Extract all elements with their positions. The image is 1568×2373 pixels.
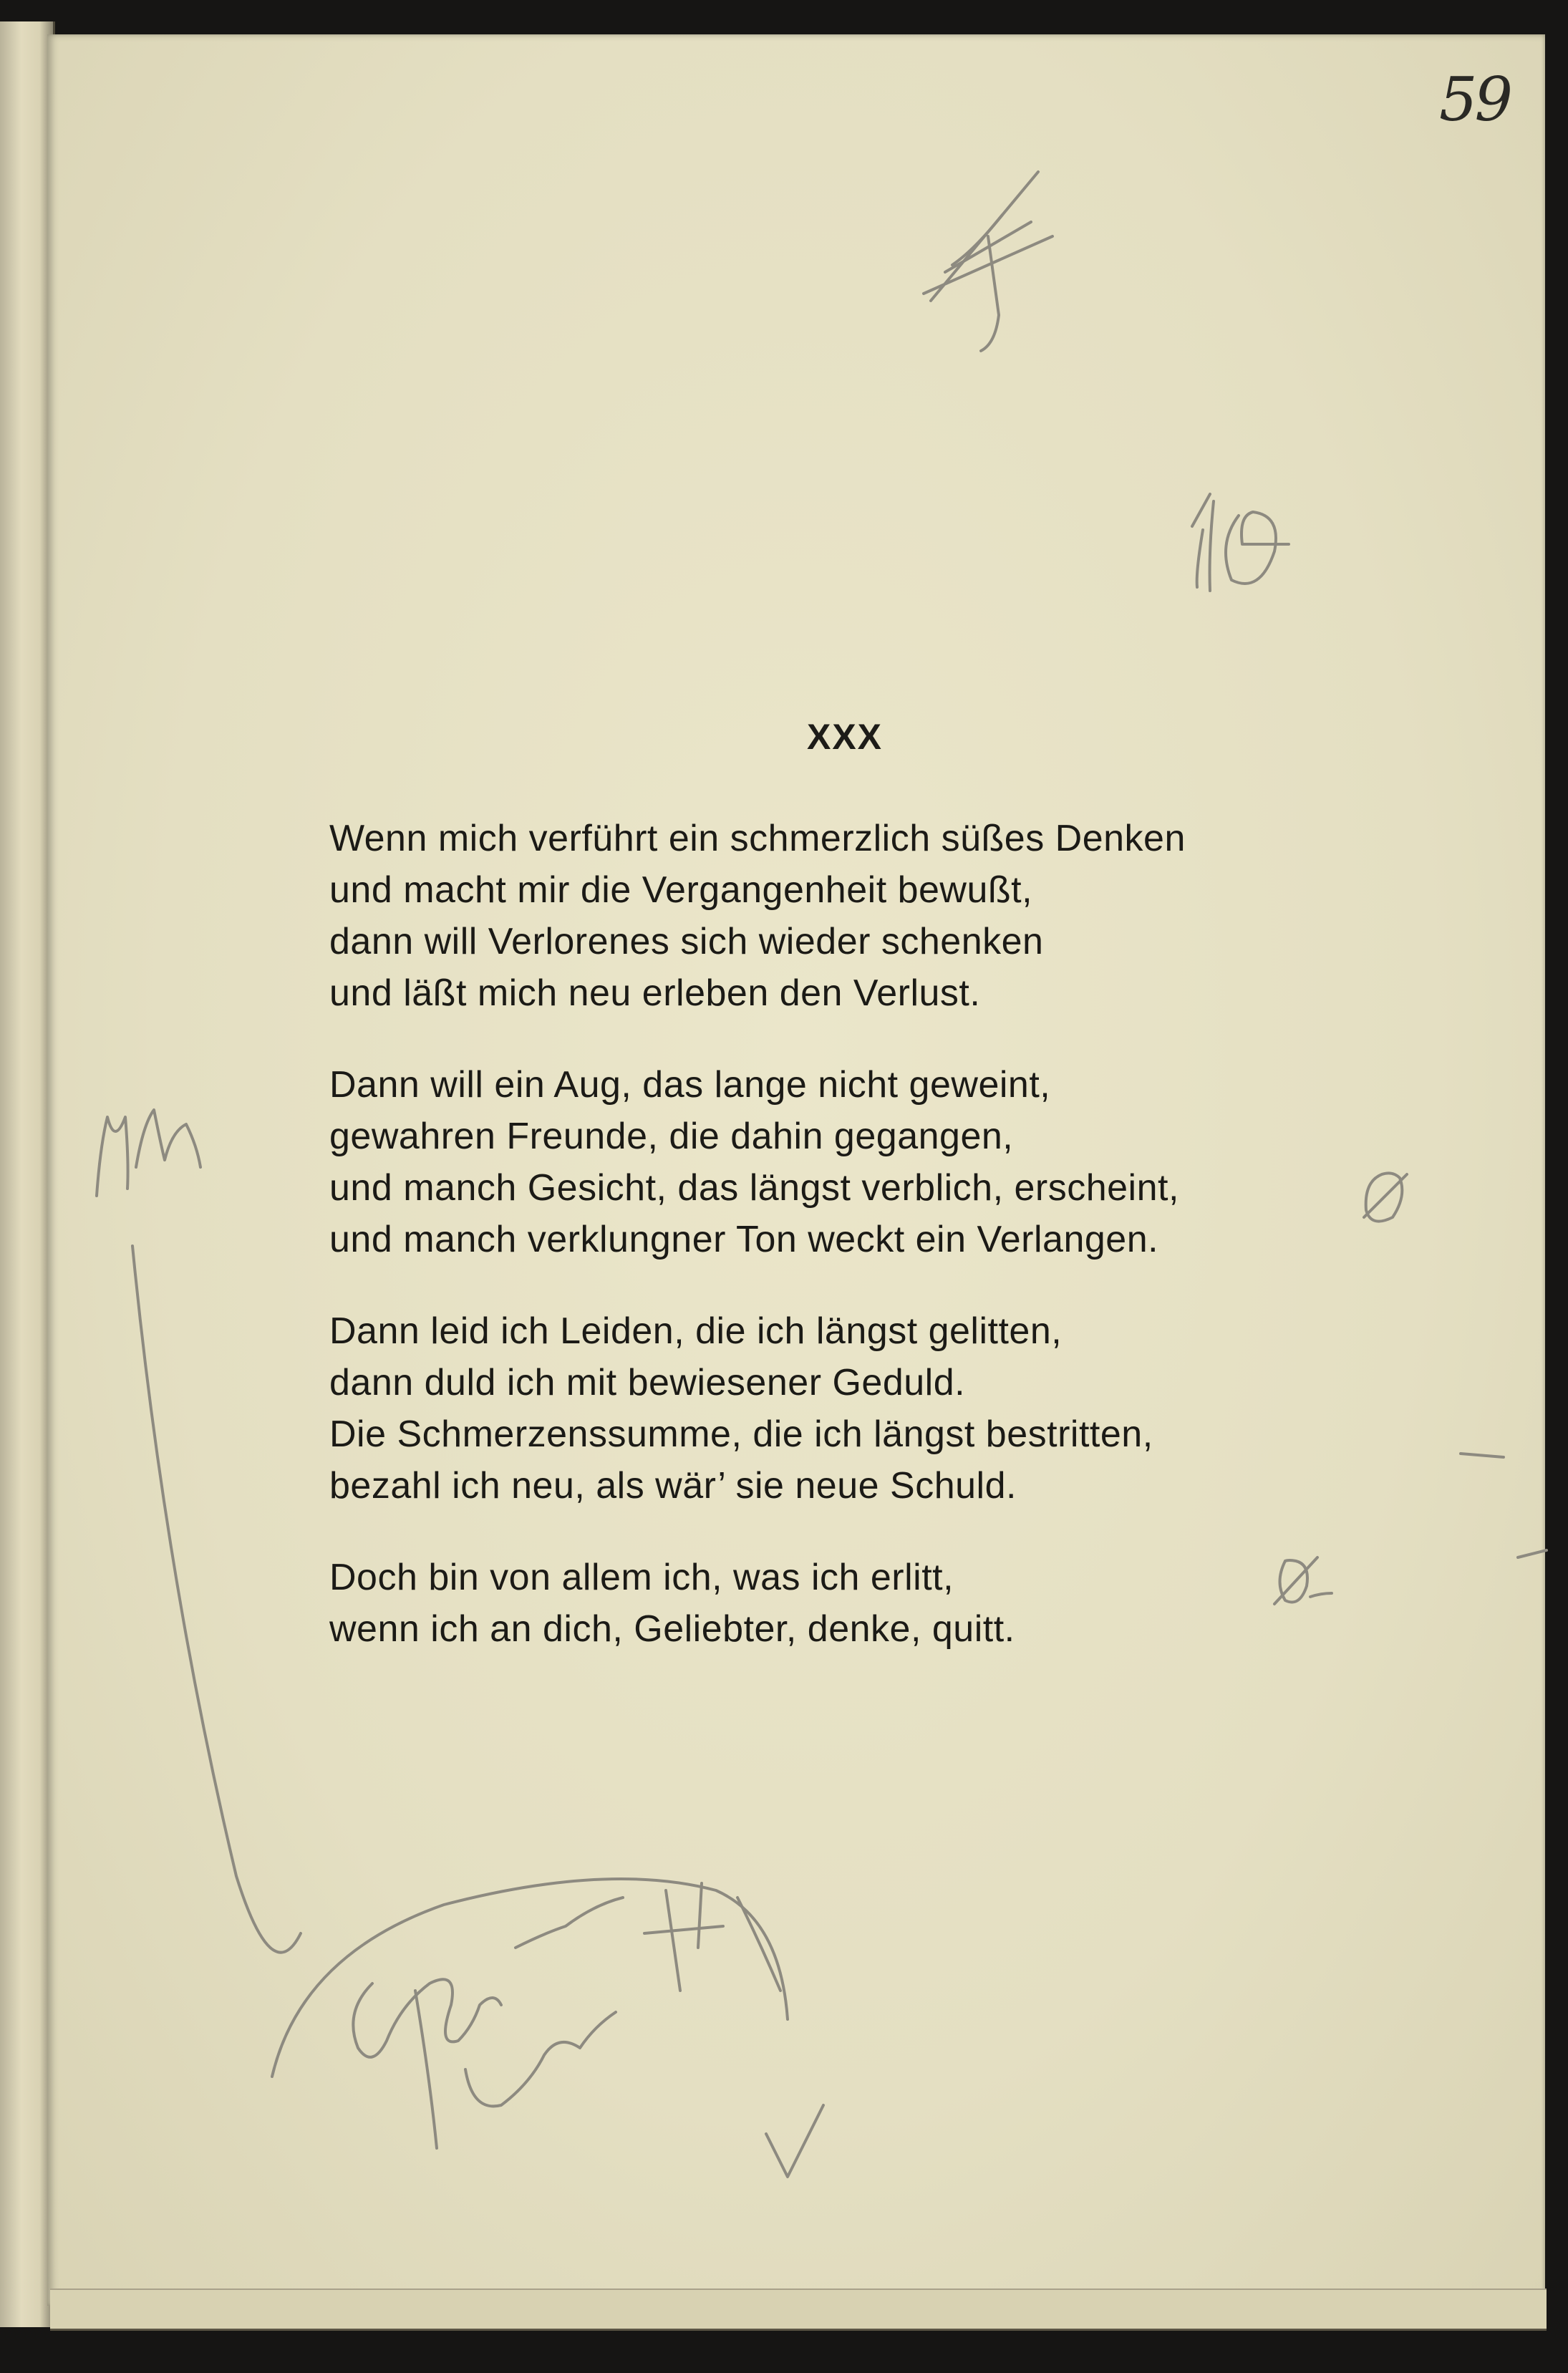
stanza-1 <box>329 813 1332 1019</box>
page-number: 59 <box>1439 64 1510 135</box>
poem-line: Dann leid ich Leiden, die ich längst gelitten, <box>329 1310 1063 1352</box>
poem-line: dann duld ich mit bewiesener Geduld. <box>329 1362 966 1403</box>
poem-line: und macht mir die Vergangenheit bewußt, <box>329 869 1033 911</box>
poem-line: wenn ich an dich, Geliebter, denke, quitt. <box>329 1608 1015 1650</box>
poem-line: Wenn mich verführt ein schmerzlich süßes Denken <box>329 818 1186 859</box>
stanza-3 <box>329 1305 1332 1512</box>
poem-line: gewahren Freunde, die dahin gegangen, <box>329 1116 1014 1157</box>
poem-line: bezahl ich neu, als wär’ sie neue Schuld. <box>329 1465 1017 1507</box>
poem-body <box>329 813 1332 1695</box>
stanza-4 <box>329 1552 1332 1655</box>
poem-line: Die Schmerzenssumme, die ich längst bestritten, <box>329 1413 1153 1455</box>
poem-line: dann will Verlorenes sich wieder schenken <box>329 921 1044 962</box>
poem-title: XXX <box>806 717 884 757</box>
poem-line: und läßt mich neu erleben den Verlust. <box>329 972 981 1014</box>
poem-line: und manch verklungner Ton weckt ein Verlangen. <box>329 1219 1159 1260</box>
stanza-2 <box>329 1059 1332 1265</box>
poem-line: Dann will ein Aug, das lange nicht geweint, <box>329 1064 1051 1106</box>
page-bottom-edge <box>50 2289 1547 2331</box>
poem-line: und manch Gesicht, das längst verblich, erscheint, <box>329 1167 1179 1209</box>
poem-line: Doch bin von allem ich, was ich erlitt, <box>329 1557 954 1598</box>
